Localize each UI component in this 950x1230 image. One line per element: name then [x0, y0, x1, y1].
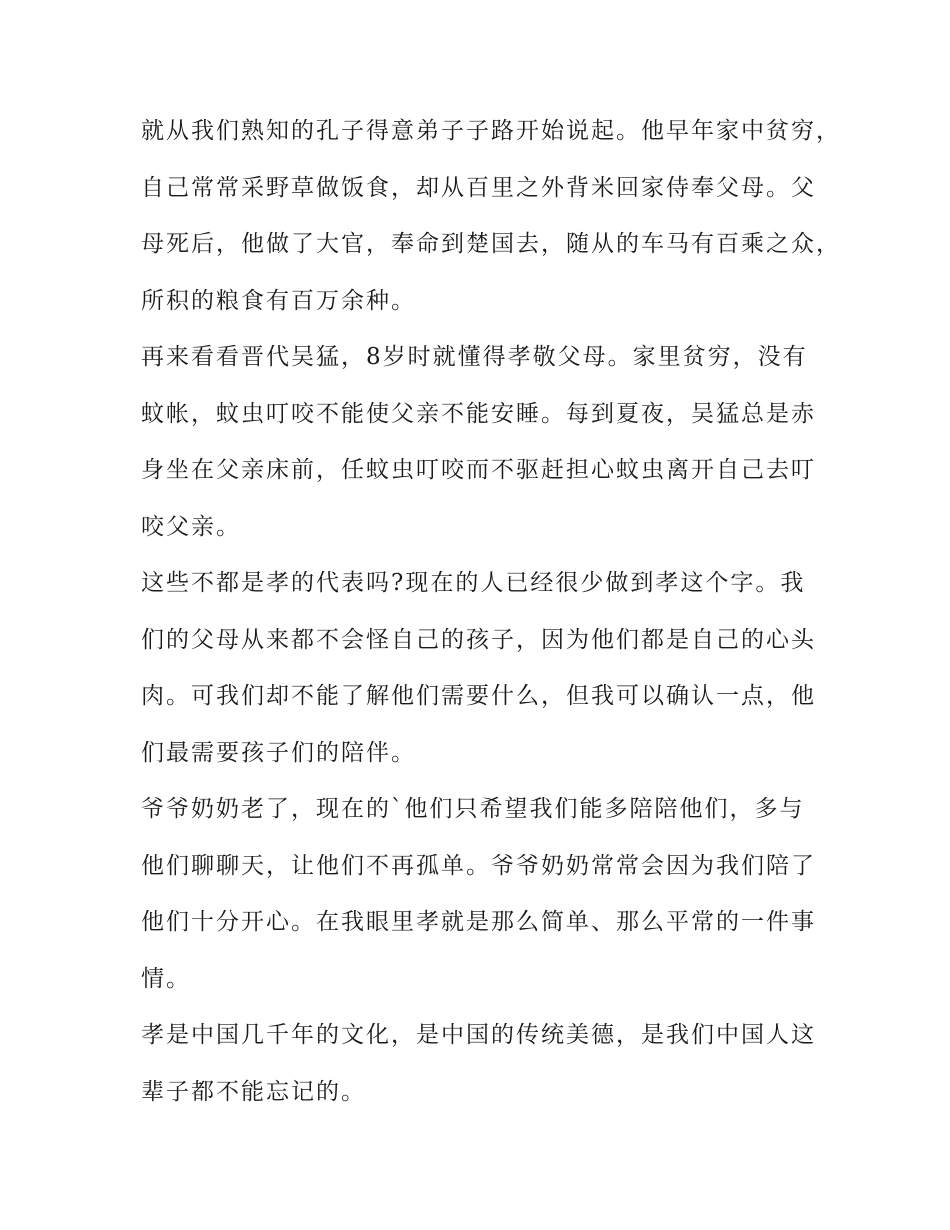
document-body: [141, 103, 841, 1120]
paragraph-grandparents: [141, 781, 841, 1007]
text-line: 身坐在父亲床前，任蚊虫叮咬而不驱赶担心蚊虫离开自己去叮: [141, 457, 816, 483]
text-line: 母死后，他做了大官，奉命到楚国去，随从的车马有百乘之众，: [141, 231, 841, 257]
text-line: 所积的粮食有百万余种。: [141, 287, 416, 314]
text-line: 肉。可我们却不能了解他们需要什么，但我可以确认一点，他: [141, 683, 816, 709]
text-line: 自己常常采野草做饭食，却从百里之外背米回家侍奉父母。父: [141, 174, 816, 201]
paragraph-wumeng: [141, 329, 841, 555]
text-line: 们最需要孩子们的陪伴。: [141, 739, 416, 766]
text-line: 蚊帐，蚊虫叮咬不能使父亲不能安睡。每到夏夜，吴猛总是赤: [141, 400, 816, 427]
text-line: 再来看看晋代吴猛，8岁时就懂得孝敬父母。家里贫穷，没有: [141, 344, 808, 370]
paragraph-filial-today: [141, 555, 841, 781]
text-line: 他们聊聊天，让他们不再孤单。爷爷奶奶常常会因为我们陪了: [141, 852, 816, 879]
paragraph-conclusion: [141, 1007, 841, 1120]
text-line: 他们十分开心。在我眼里孝就是那么简单、那么平常的一件事: [141, 909, 816, 935]
text-line: 辈子都不能忘记的。: [141, 1078, 366, 1105]
text-line: 们的父母从来都不会怪自己的孩子，因为他们都是自己的心头: [141, 626, 816, 653]
text-line: 这些不都是孝的代表吗?现在的人已经很少做到孝这个字。我: [141, 570, 806, 596]
text-line: 情。: [141, 965, 191, 992]
text-line: 咬父亲。: [141, 513, 241, 540]
paragraph-zilu: [141, 103, 841, 329]
text-line: 爷爷奶奶老了，现在的`他们只希望我们能多陪陪他们，多与: [141, 796, 805, 822]
text-line: 孝是中国几千年的文化，是中国的传统美德，是我们中国人这: [141, 1022, 816, 1048]
text-line: 就从我们熟知的孔子得意弟子子路开始说起。他早年家中贫穷，: [141, 118, 841, 144]
